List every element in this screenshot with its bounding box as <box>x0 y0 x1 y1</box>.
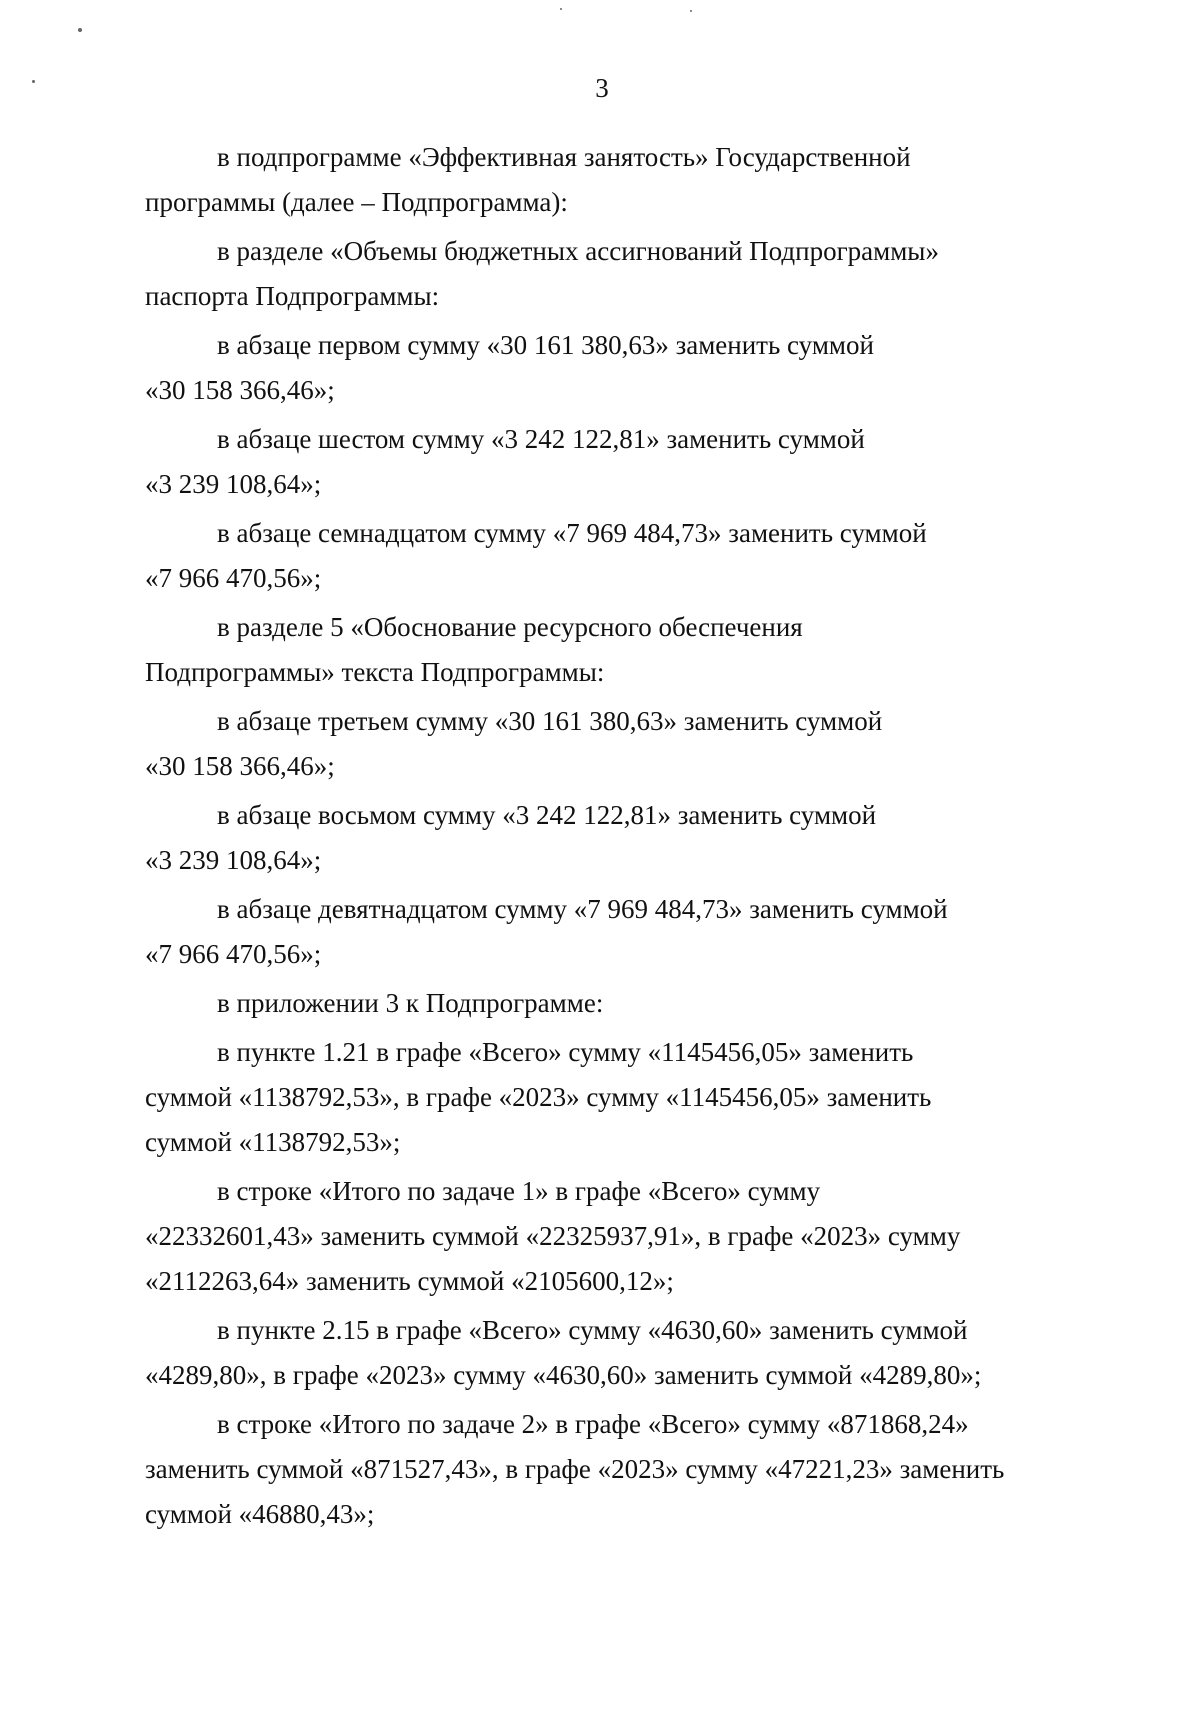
paragraph: в абзаце шестом сумму «3 242 122,81» заменить суммой «3 239 108,64»; <box>145 424 865 499</box>
page-number: 3 <box>595 73 609 103</box>
paragraph: в разделе «Объемы бюджетных ассигнований Подпрограммы» паспорта Подпрограммы: <box>145 236 939 311</box>
scan-speck <box>78 28 82 32</box>
paragraph: в абзаце восьмом сумму «3 242 122,81» заменить суммой «3 239 108,64»; <box>145 800 877 875</box>
paragraph: в абзаце девятнадцатом сумму «7 969 484,73» заменить суммой «7 966 470,56»; <box>145 894 948 969</box>
paragraph: в абзаце семнадцатом сумму «7 969 484,73» заменить суммой «7 966 470,56»; <box>145 518 927 593</box>
paragraph: в абзаце первом сумму «30 161 380,63» заменить суммой «30 158 366,46»; <box>145 330 874 405</box>
paragraph: в приложении 3 к Подпрограмме: <box>217 988 604 1018</box>
document-body <box>145 135 1061 1541</box>
paragraph: в строке «Итого по задаче 2» в графе «Всего» сумму «871868,24» заменить суммой «871527,43», в графе «2023» сумму «47221,23» заменить суммой «46880,43»; <box>145 1409 1005 1529</box>
paragraph: в подпрограмме «Эффективная занятость» Государственной программы (далее – Подпрограмма): <box>145 142 911 217</box>
scan-speck <box>560 8 562 10</box>
paragraph: в абзаце третьем сумму «30 161 380,63» заменить суммой «30 158 366,46»; <box>145 706 883 781</box>
paragraph: в разделе 5 «Обоснование ресурсного обеспечения Подпрограммы» текста Подпрограммы: <box>145 612 803 687</box>
paragraph: в строке «Итого по задаче 1» в графе «Всего» сумму «22332601,43» заменить суммой «22325937,91», в графе «2023» сумму «2112263,64» заменить суммой «2105600,12»; <box>145 1176 961 1296</box>
scan-speck <box>690 10 692 12</box>
paragraph: в пункте 1.21 в графе «Всего» сумму «1145456,05» заменить суммой «1138792,53», в графе «2023» сумму «1145456,05» заменить суммой «1138792,53»; <box>145 1037 932 1157</box>
paragraph: в пункте 2.15 в графе «Всего» сумму «4630,60» заменить суммой «4289,80», в графе «2023» сумму «4630,60» заменить суммой «4289,80»; <box>145 1315 982 1390</box>
